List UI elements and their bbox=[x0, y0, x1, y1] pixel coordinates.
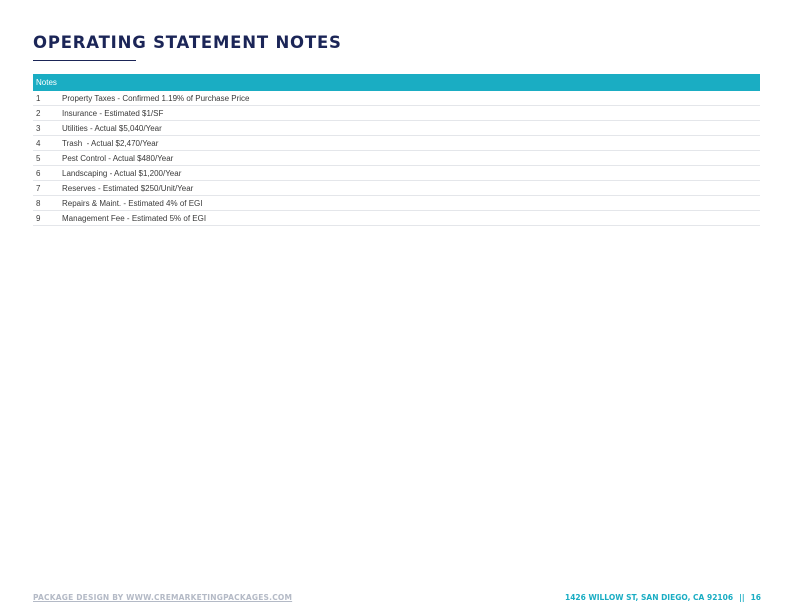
row-number: 5 bbox=[33, 151, 62, 166]
footer-credit-link[interactable]: PACKAGE DESIGN BY WWW.CREMARKETINGPACKAGES.COM bbox=[33, 593, 293, 602]
notes-header-row bbox=[33, 74, 760, 91]
table-row bbox=[33, 196, 760, 211]
row-text: Property Taxes - Confirmed 1.19% of Purchase Price bbox=[62, 91, 760, 106]
row-text: Utilities - Actual $5,040/Year bbox=[62, 121, 760, 136]
row-text: Trash - Actual $2,470/Year bbox=[62, 136, 760, 151]
footer-address: 1426 WILLOW ST, SAN DIEGO, CA 92106 bbox=[564, 593, 734, 602]
row-number: 7 bbox=[33, 181, 62, 196]
row-text: Insurance - Estimated $1/SF bbox=[62, 106, 760, 121]
page-number: 16 bbox=[750, 593, 761, 602]
row-text: Repairs & Maint. - Estimated 4% of EGI bbox=[62, 196, 760, 211]
footer-address-block bbox=[565, 593, 761, 602]
row-number: 1 bbox=[33, 91, 62, 106]
row-text: Management Fee - Estimated 5% of EGI bbox=[62, 211, 760, 226]
table-row bbox=[33, 106, 760, 121]
table-row bbox=[33, 181, 760, 196]
footer-separator: || bbox=[739, 593, 745, 602]
row-number: 6 bbox=[33, 166, 62, 181]
row-number: 2 bbox=[33, 106, 62, 121]
row-text: Pest Control - Actual $480/Year bbox=[62, 151, 760, 166]
table-row bbox=[33, 136, 760, 151]
row-number: 9 bbox=[33, 211, 62, 226]
row-text: Landscaping - Actual $1,200/Year bbox=[62, 166, 760, 181]
table-row bbox=[33, 211, 760, 226]
row-number: 3 bbox=[33, 121, 62, 136]
title-underline bbox=[33, 60, 136, 61]
table-row bbox=[33, 151, 760, 166]
row-text: Reserves - Estimated $250/Unit/Year bbox=[62, 181, 760, 196]
row-number: 8 bbox=[33, 196, 62, 211]
table-row bbox=[33, 91, 760, 106]
row-number: 4 bbox=[33, 136, 62, 151]
table-row bbox=[33, 166, 760, 181]
table-row bbox=[33, 121, 760, 136]
notes-table bbox=[33, 74, 760, 226]
page-title: OPERATING STATEMENT NOTES bbox=[33, 33, 342, 52]
notes-header: Notes bbox=[33, 74, 760, 91]
